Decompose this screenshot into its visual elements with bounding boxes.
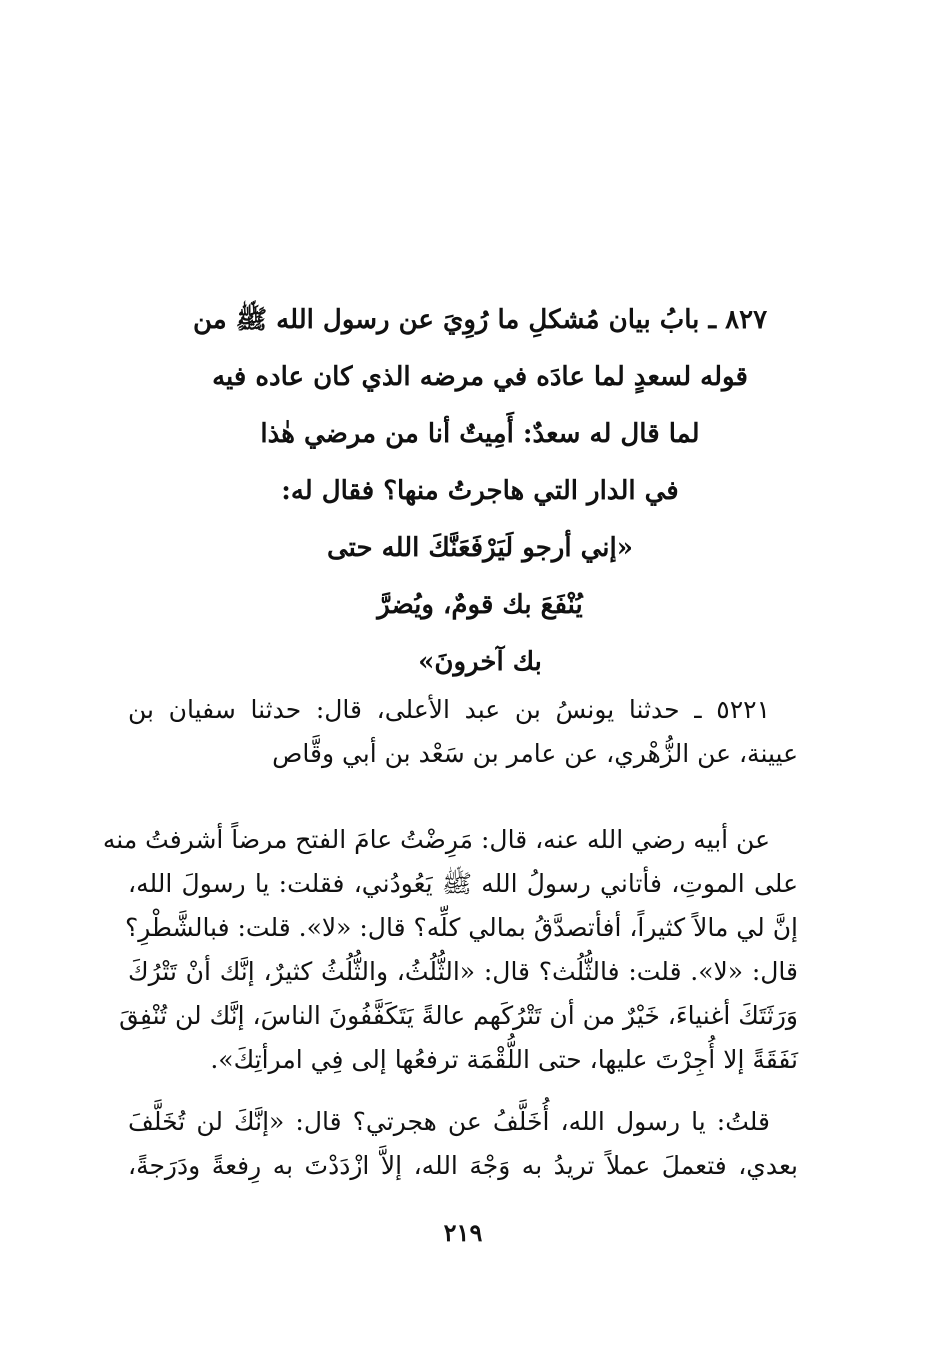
text-line: عن أبيه رضي الله عنه، قال: مَرِضْتُ عامَ الفتح مرضاً أشرفتُ منه <box>102 825 770 854</box>
text-line: وَرَثَتَكَ أغنياءَ، خَيْرٌ من أن تَتْرُكَهم عالةً يَتَكَفَّفُونَ الناسَ، إنَّك لن تُنْفِقَ <box>119 1001 798 1030</box>
text-line: على الموتِ، فأتاني رسولُ الله ﷺ يَعُودُني، فقلت: يا رسولَ الله، <box>128 869 798 898</box>
text-line: إنَّ لي مالاً كثيراً، أفأتصدَّقُ بمالي كلِّه؟ قال: «لا». قلت: فبالشَّطْرِ؟ <box>124 913 798 942</box>
chapter-heading <box>160 292 800 691</box>
heading-line: لما قال له سعدٌ: أَمِيتٌ أنا من مرضي هٰذا <box>260 419 700 449</box>
hadith-isnad <box>128 688 798 776</box>
heading-line: «إني أرجو لَيَرْفَعَنَّكَ الله حتى <box>327 533 633 563</box>
text-line: بعدي، فتعملَ عملاً تريدُ به وَجْهَ الله، إلاَّ ازْدَدْتَ به رِفعةً ودَرَجةً، <box>128 1151 798 1180</box>
heading-line: في الدار التي هاجرتُ منها؟ فقال له: <box>281 476 679 506</box>
heading-line: ٨٢٧ ـ بابُ بيان مُشكلِ ما رُوِيَ عن رسول الله ﷺ من <box>192 305 768 335</box>
heading-line: قوله لسعدٍ لما عادَه في مرضه الذي كان عاده فيه <box>212 362 748 392</box>
heading-line: بك آخرونَ» <box>418 647 542 677</box>
text-line: قال: «لا». قلت: فالثُّلُث؟ قال: «الثُّلُثُ، والثُّلُثُ كثيرٌ، إنَّك أنْ تَتْرُكَ <box>128 957 798 986</box>
text-line: عيينة، عن الزُّهْري، عن عامر بن سَعْد بن أبي وقَّاص <box>272 739 798 768</box>
hadith-text-paragraph <box>128 1100 798 1188</box>
heading-line: يُنْفَعَ بك قومٌ، ويُضرَّ <box>377 590 583 620</box>
text-line: ٥٢٢١ ـ حدثنا يونسُ بن عبد الأعلى، قال: حدثنا سفيان بن <box>128 695 770 724</box>
hadith-text-paragraph <box>102 818 798 1082</box>
text-line: نَفَقَةً إلا أُجِرْتَ عليها، حتى اللُّقْمَة ترفعُها إلى فِي امرأتِكَ». <box>210 1045 798 1074</box>
text-line: قلتُ: يا رسول الله، أُخَلَّفُ عن هجرتي؟ قال: «إنَّكَ لن تُخَلَّفَ <box>128 1107 770 1136</box>
page-number: ٢١٩ <box>443 1218 483 1247</box>
